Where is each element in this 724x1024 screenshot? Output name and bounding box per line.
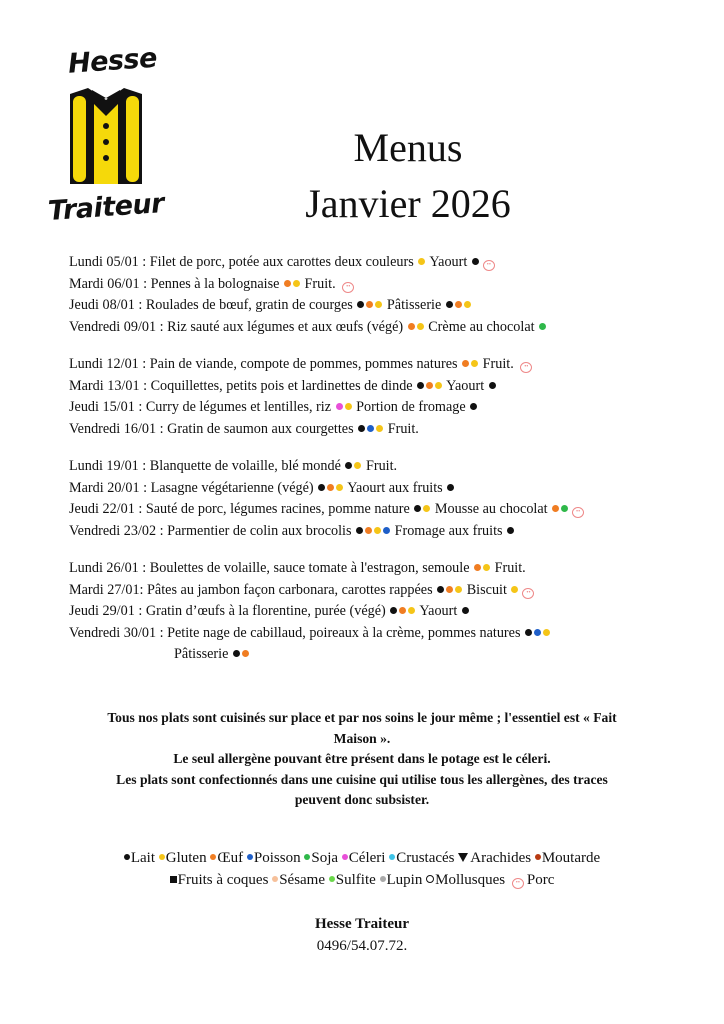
menu-main-dish: Jeudi 22/01 : Sauté de porc, légumes racines, pomme nature [69, 501, 414, 517]
menu-main-dish: Jeudi 08/01 : Roulades de bœuf, gratin de courges [69, 297, 357, 313]
footer-company: Hesse Traiteur [314, 916, 409, 932]
allergen-dot-icon [447, 484, 454, 491]
legend-label: Fruits à coques [177, 872, 269, 888]
notice-line: peuvent donc subsister. [294, 792, 430, 807]
allergen-dot-icon [159, 854, 165, 860]
legend-label: Lupin [386, 872, 423, 888]
allergen-dot-icon [329, 876, 335, 882]
pig-icon: •• [520, 362, 532, 373]
menu-dessert: Pâtisserie [383, 297, 445, 313]
footer [212, 913, 512, 957]
logo [44, 42, 168, 236]
allergen-dot-icon [423, 505, 430, 512]
legend-item [329, 872, 376, 888]
triangle-icon [458, 853, 468, 862]
legend-label: Sésame [279, 872, 326, 888]
allergen-dot-icon [367, 425, 374, 432]
allergen-dot-icon [534, 629, 541, 636]
notice-line: Le seul allergène pouvant être présent dans le potage est le céleri. [173, 751, 551, 766]
allergen-dot-icon [374, 527, 381, 534]
menu-main-dish: Vendredi 30/01 : Petite nage de cabillaud, poireaux à la crème, pommes natures [69, 624, 525, 641]
legend-label: Poisson [253, 850, 301, 866]
menu-day [69, 456, 679, 478]
allergen-dot-icon [525, 629, 532, 636]
footer-phone: 0496/54.07.72. [316, 938, 408, 954]
legend-item [210, 850, 243, 866]
allergen-dot-icon [464, 301, 471, 308]
menu-day [69, 317, 679, 339]
allergen-dot-icon [446, 301, 453, 308]
page-subtitle: Janvier 2026 [305, 181, 511, 226]
menu-dessert: Portion de fromage [352, 399, 470, 415]
menu-day [69, 580, 679, 602]
menu-day [69, 521, 679, 543]
menu-main-dish: Lundi 26/01 : Boulettes de volaille, sauce tomate à l'estragon, semoule [69, 560, 474, 576]
menu-dessert: Pâtisserie [174, 646, 232, 662]
allergen-dot-icon [474, 564, 481, 571]
allergen-dot-icon [356, 527, 363, 534]
allergen-dot-icon [242, 650, 249, 657]
pig-icon: •• [512, 878, 524, 889]
allergen-dot-icon [471, 360, 478, 367]
menu-day [69, 274, 679, 296]
legend-label: Céleri [348, 850, 386, 866]
menu-day [69, 419, 679, 441]
allergen-dot-icon [389, 854, 395, 860]
menu-week [69, 354, 679, 440]
allergen-dot-icon [247, 854, 253, 860]
legend-item [458, 850, 531, 866]
allergen-dot-icon [462, 607, 469, 614]
legend-label: Sulfite [335, 872, 376, 888]
menu-dessert: Fruit. [362, 458, 398, 474]
menu-main-dish: Mardi 27/01: Pâtes au jambon façon carbonara, carottes rappées [69, 581, 437, 598]
menu-main-dish: Mardi 13/01 : Coquillettes, petits pois et lardinettes de dinde [69, 377, 417, 394]
notice-line: Tous nos plats sont cuisinés sur place et par nos soins le jour même ; l'essentiel est « Fait [107, 710, 617, 725]
menu-list [69, 252, 679, 682]
allergen-dot-icon [470, 403, 477, 410]
allergen-dot-icon [345, 403, 352, 410]
menu-week [69, 252, 679, 338]
menu-main-dish: Vendredi 16/01 : Gratin de saumon aux courgettes [69, 420, 358, 437]
menu-dessert: Yaourt [443, 377, 488, 394]
menu-dessert: Mousse au chocolat [431, 501, 552, 517]
page-title: Menus [353, 125, 463, 170]
allergen-dot-icon [293, 280, 300, 287]
allergen-dot-icon [435, 382, 442, 389]
menu-day [69, 354, 679, 376]
allergen-dot-icon [511, 586, 518, 593]
legend-label: Gluten [165, 850, 207, 866]
menu-day [69, 295, 679, 317]
allergen-dot-icon [426, 382, 433, 389]
pig-icon: •• [342, 282, 354, 293]
allergen-dot-icon [342, 854, 348, 860]
allergen-dot-icon [414, 505, 421, 512]
allergen-dot-icon [418, 258, 425, 265]
notice-line: Les plats sont confectionnés dans une cuisine qui utilise tous les allergènes, des traces [116, 771, 608, 787]
legend-item [272, 872, 325, 888]
allergen-dot-icon [417, 382, 424, 389]
menu-dessert: Fruit. [479, 356, 518, 372]
allergen-dot-icon [390, 607, 397, 614]
legend-label: Moutarde [541, 850, 601, 866]
menu-dessert: Crème au chocolat [424, 318, 539, 335]
menu-day [69, 558, 679, 580]
legend-label: Œuf [217, 850, 244, 866]
allergen-dot-icon [507, 527, 514, 534]
menu-dessert: Yaourt aux fruits [344, 479, 447, 496]
legend-item [509, 872, 555, 888]
allergen-dot-icon [399, 607, 406, 614]
menu-main-dish: Lundi 19/01 : Blanquette de volaille, blé mondé [69, 458, 345, 474]
allergen-dot-icon [535, 854, 541, 860]
allergen-dot-icon [124, 854, 130, 860]
notice-line: Maison ». [333, 730, 391, 746]
ring-icon [426, 875, 434, 883]
notice-text [60, 708, 664, 811]
menu-day [69, 623, 679, 645]
legend-label: Porc [526, 872, 555, 888]
legend-item [535, 850, 600, 866]
allergen-dot-icon [383, 527, 390, 534]
menu-main-dish: Vendredi 09/01 : Riz sauté aux légumes et aux œufs (végé) [69, 318, 407, 335]
menu-dessert: Fruit. [384, 420, 419, 437]
menu-dessert: Biscuit [463, 581, 511, 598]
menu-week [69, 456, 679, 542]
allergen-dot-icon [489, 382, 496, 389]
allergen-dot-icon [417, 323, 424, 330]
menu-dessert: Fruit. [300, 275, 340, 292]
logo-word-traiteur: Traiteur [47, 187, 165, 228]
menu-dessert: Yaourt [426, 254, 471, 270]
allergen-dot-icon [561, 505, 568, 512]
legend-row [70, 869, 654, 891]
legend-row [70, 847, 654, 869]
menu-main-dish: Lundi 12/01 : Pain de viande, compote de pommes, pommes natures [69, 356, 462, 372]
allergen-dot-icon [539, 323, 546, 330]
menu-main-dish: Mardi 20/01 : Lasagne végétarienne (végé) [69, 479, 318, 496]
menu-dessert: Fromage aux fruits [391, 522, 507, 539]
tuxedo-icon [68, 86, 144, 186]
legend-item [124, 850, 155, 866]
menu-main-dish: Vendredi 23/02 : Parmentier de colin aux brocolis [69, 522, 356, 539]
allergen-dot-icon [358, 425, 365, 432]
logo-word-hesse: Hesse [67, 42, 158, 80]
menu-main-dish: Lundi 05/01 : Filet de porc, potée aux carottes deux couleurs [69, 254, 418, 270]
allergen-dot-icon [284, 280, 291, 287]
allergen-dot-icon [462, 360, 469, 367]
allergen-dot-icon [437, 586, 444, 593]
legend-item [304, 850, 338, 866]
allergen-dot-icon [272, 876, 278, 882]
menu-dessert: Fruit. [491, 560, 526, 576]
menu-day [69, 376, 679, 398]
menu-main-dish: Mardi 06/01 : Pennes à la bolognaise [69, 275, 283, 292]
allergen-dot-icon [210, 854, 216, 860]
allergen-dot-icon [336, 403, 343, 410]
menu-day [69, 397, 679, 419]
menu-main-dish: Jeudi 29/01 : Gratin d’œufs à la florentine, purée (végé) [69, 603, 390, 619]
menu-day [69, 252, 679, 274]
square-icon [170, 876, 177, 883]
allergen-dot-icon [318, 484, 325, 491]
allergen-dot-icon [455, 586, 462, 593]
allergen-dot-icon [375, 301, 382, 308]
allergen-dot-icon [365, 527, 372, 534]
allergen-dot-icon [455, 301, 462, 308]
menu-dessert: Yaourt [416, 603, 461, 619]
legend-label: Lait [130, 850, 155, 866]
allergen-dot-icon [472, 258, 479, 265]
allergen-dot-icon [380, 876, 386, 882]
legend-item [426, 872, 505, 888]
menu-main-dish: Jeudi 15/01 : Curry de légumes et lentilles, riz [69, 399, 335, 415]
allergen-dot-icon [376, 425, 383, 432]
allergen-dot-icon [336, 484, 343, 491]
pig-icon: •• [483, 260, 495, 271]
allergen-dot-icon [345, 462, 352, 469]
allergen-dot-icon [446, 586, 453, 593]
menu-day-continuation [69, 644, 679, 666]
legend-item [380, 872, 423, 888]
legend-label: Arachides [470, 850, 532, 866]
allergen-dot-icon [483, 564, 490, 571]
legend-item [342, 850, 386, 866]
allergen-dot-icon [327, 484, 334, 491]
menu-day [69, 601, 679, 623]
menu-week [69, 558, 679, 666]
allergen-dot-icon [304, 854, 310, 860]
legend-item [159, 850, 207, 866]
legend-label: Crustacés [396, 850, 455, 866]
legend-label: Soja [311, 850, 339, 866]
allergen-dot-icon [408, 607, 415, 614]
allergen-dot-icon [552, 505, 559, 512]
allergen-dot-icon [408, 323, 415, 330]
menu-day [69, 478, 679, 500]
legend-item [247, 850, 301, 866]
allergen-legend [70, 847, 654, 891]
allergen-dot-icon [357, 301, 364, 308]
legend-label: Mollusques [435, 872, 506, 888]
pig-icon: •• [522, 588, 534, 599]
legend-item [170, 872, 269, 888]
legend-item [389, 850, 454, 866]
allergen-dot-icon [354, 462, 361, 469]
allergen-dot-icon [543, 629, 550, 636]
allergen-dot-icon [366, 301, 373, 308]
menu-day [69, 499, 679, 521]
allergen-dot-icon [233, 650, 240, 657]
pig-icon: •• [572, 507, 584, 518]
